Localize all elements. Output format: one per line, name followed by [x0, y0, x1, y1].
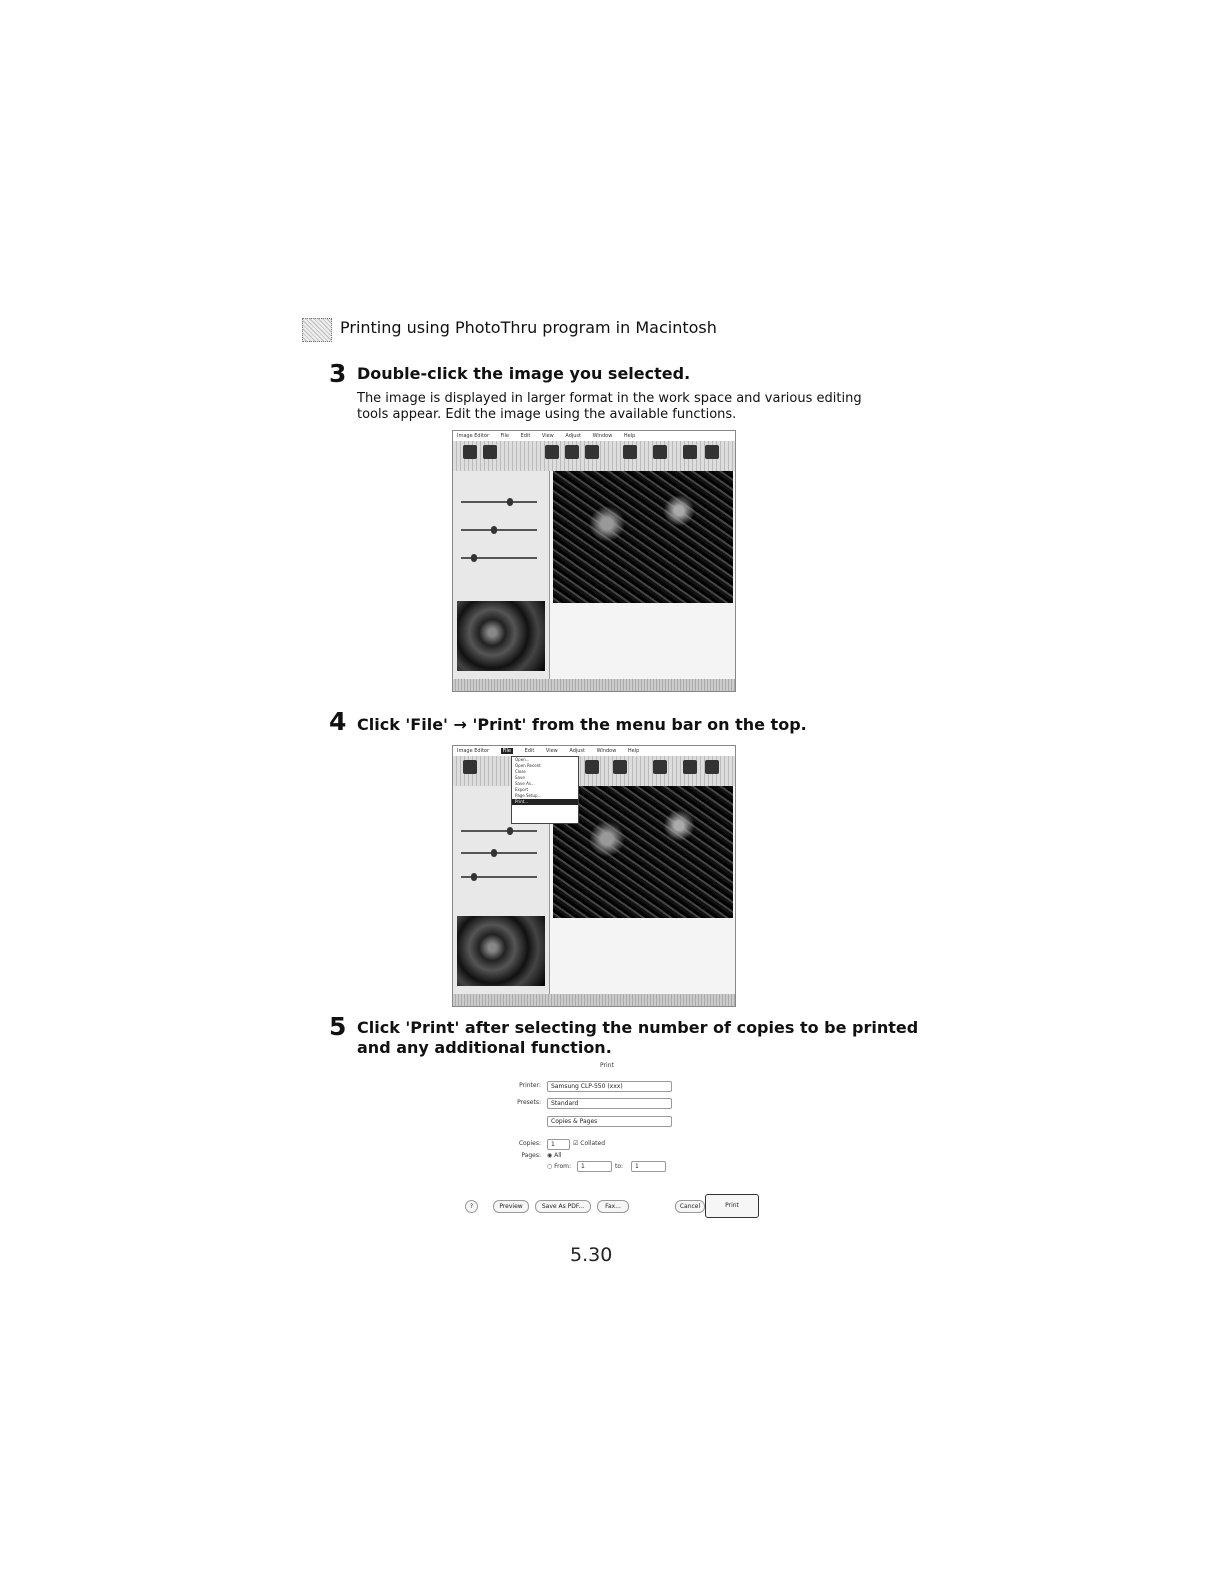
section-title: Printing using PhotoThru program in Macintosh — [340, 318, 717, 337]
editor-menu-bar — [453, 431, 735, 441]
menu-edit: Edit — [520, 433, 531, 439]
pages-all-radio[interactable]: ◉ All — [547, 1152, 562, 1159]
menu-image-editor: Image Editor — [457, 748, 490, 754]
pages-from-label: From: — [554, 1163, 572, 1170]
menu-adjust: Adjust — [569, 748, 585, 754]
menu-file: File — [500, 433, 510, 439]
tool-icon — [705, 445, 719, 459]
menu-window: Window — [592, 433, 613, 439]
tool-icon — [585, 445, 599, 459]
tool-icon — [565, 445, 579, 459]
menu-adjust: Adjust — [565, 433, 581, 439]
menu-item-close[interactable]: Close — [515, 769, 526, 774]
tool-icon — [705, 760, 719, 774]
menu-edit: Edit — [524, 748, 535, 754]
to-input[interactable]: 1 — [631, 1161, 666, 1172]
pages-all-label: All — [554, 1152, 562, 1159]
menu-image-editor: Image Editor — [457, 433, 490, 439]
tool-icon — [463, 445, 477, 459]
menu-view: View — [541, 433, 554, 439]
print-button[interactable]: Print — [705, 1194, 759, 1218]
brightness-slider — [461, 830, 537, 832]
menu-help: Help — [623, 433, 636, 439]
tool-icon — [613, 760, 627, 774]
presets-label: Presets: — [517, 1099, 541, 1106]
work-space-image — [553, 786, 733, 918]
editor-screenshot — [452, 430, 736, 692]
print-dialog-title: Print — [600, 1062, 614, 1069]
menu-item-open-recent[interactable]: Open Recent — [515, 763, 541, 768]
editor-menu-bar — [453, 746, 735, 756]
photo-program-icon — [302, 318, 332, 342]
editor-toolbar — [453, 756, 735, 786]
menu-item-save-as[interactable]: Save As... — [515, 781, 535, 786]
menu-help: Help — [627, 748, 640, 754]
gamma-slider — [461, 876, 537, 878]
tool-icon — [683, 760, 697, 774]
tool-icon — [585, 760, 599, 774]
tool-icon — [683, 445, 697, 459]
file-menu-screenshot — [452, 745, 736, 1007]
copies-input[interactable]: 1 — [547, 1139, 570, 1150]
collated-checkbox[interactable]: ☑ Collated — [573, 1140, 606, 1147]
copies-label: Copies: — [518, 1140, 541, 1147]
cancel-button[interactable]: Cancel — [675, 1200, 705, 1213]
presets-select[interactable]: Standard — [547, 1098, 672, 1109]
preview-button[interactable]: Preview — [493, 1200, 529, 1213]
editor-status-bar — [453, 679, 735, 691]
step-5-number: 5 — [329, 1012, 347, 1041]
tool-icon — [653, 760, 667, 774]
collated-label: Collated — [580, 1140, 606, 1147]
thumbnail-image — [457, 916, 545, 986]
adjust-panel — [453, 471, 550, 679]
step-4-title: Click 'File' → 'Print' from the menu bar on the top. — [357, 715, 807, 734]
contrast-slider — [461, 852, 537, 854]
menu-window: Window — [596, 748, 617, 754]
tool-icon — [463, 760, 477, 774]
to-label: to: — [615, 1163, 624, 1170]
save-as-pdf-button[interactable]: Save As PDF... — [535, 1200, 591, 1213]
print-dialog-screenshot — [455, 1060, 765, 1225]
tool-icon — [653, 445, 667, 459]
menu-item-open[interactable]: Open... — [515, 757, 530, 762]
panel-select[interactable]: Copies & Pages — [547, 1116, 672, 1127]
fax-button[interactable]: Fax... — [597, 1200, 629, 1213]
tool-icon — [483, 445, 497, 459]
help-button[interactable]: ? — [465, 1200, 478, 1213]
contrast-slider — [461, 529, 537, 531]
file-dropdown-menu — [511, 756, 579, 824]
gamma-slider — [461, 557, 537, 559]
menu-item-save[interactable]: Save — [515, 775, 525, 780]
thumbnail-image — [457, 601, 545, 671]
pages-label: Pages: — [521, 1152, 541, 1159]
menu-item-page-setup[interactable]: Page Setup... — [515, 793, 542, 798]
printer-label: Printer: — [519, 1082, 541, 1089]
menu-item-export[interactable]: Export — [515, 787, 529, 792]
menu-view: View — [545, 748, 558, 754]
editor-status-bar — [453, 994, 735, 1006]
menu-item-print[interactable]: Print... — [512, 799, 578, 805]
step-5-title-line2: and any additional function. — [357, 1038, 612, 1057]
tool-icon — [545, 445, 559, 459]
step-3-description-line2: tools appear. Edit the image using the available functions. — [357, 407, 737, 422]
editor-toolbar — [453, 441, 735, 471]
brightness-slider — [461, 501, 537, 503]
step-4-number: 4 — [329, 707, 347, 736]
step-3-description-line1: The image is displayed in larger format in the work space and various editing — [357, 391, 862, 406]
step-5-title-line1: Click 'Print' after selecting the number of copies to be printed — [357, 1018, 919, 1037]
pages-from-radio[interactable]: ○ From: — [547, 1163, 572, 1170]
step-3-number: 3 — [329, 359, 347, 388]
work-space-image — [553, 471, 733, 603]
menu-file: File — [502, 748, 512, 754]
tool-icon — [623, 445, 637, 459]
printer-select[interactable]: Samsung CLP-550 (xxx) — [547, 1081, 672, 1092]
from-input[interactable]: 1 — [577, 1161, 612, 1172]
step-3-title: Double-click the image you selected. — [357, 364, 691, 383]
page-number: 5.30 — [570, 1244, 613, 1266]
